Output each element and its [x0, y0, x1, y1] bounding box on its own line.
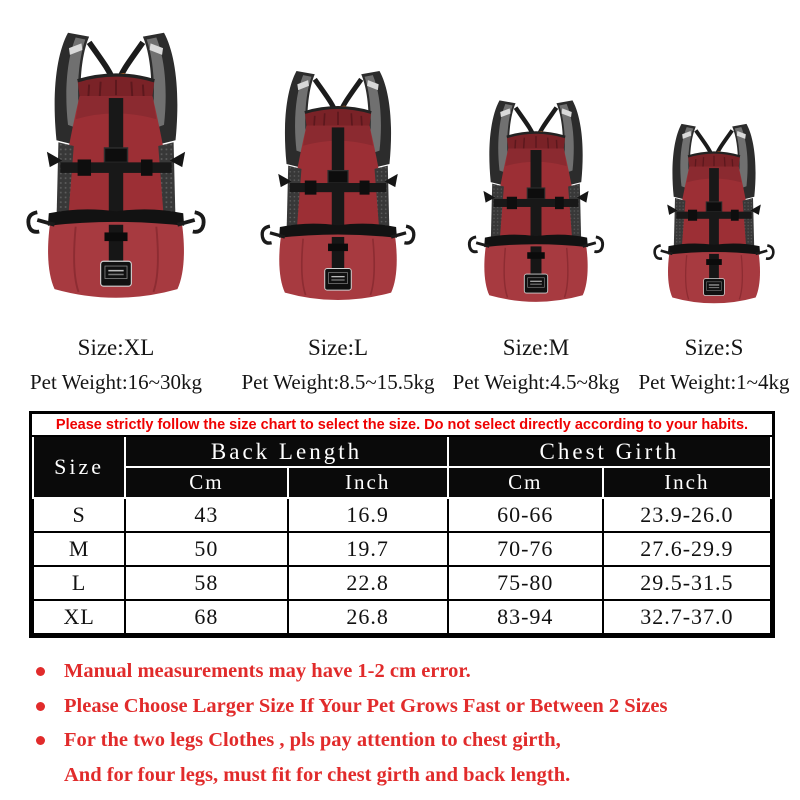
bullet-icon [36, 736, 45, 745]
bullet-icon [36, 667, 45, 676]
cell-back-inch: 26.8 [288, 600, 448, 634]
note-text: And for four legs, must fit for chest girth and back length. [64, 763, 571, 786]
size-table [32, 414, 772, 635]
size-table-container [29, 411, 775, 638]
product-size-lineup [0, 0, 800, 398]
weight-label-xl: Pet Weight:16~30kg [29, 369, 203, 394]
cell-chest-inch: 32.7-37.0 [603, 600, 771, 634]
table-header-row-2 [33, 467, 771, 498]
table-header-row-1 [33, 436, 771, 467]
cell-back-cm: 58 [125, 566, 287, 600]
product-l [232, 0, 444, 398]
note-line-3 [36, 730, 776, 752]
product-m [444, 0, 628, 398]
cell-chest-cm: 60-66 [448, 498, 603, 532]
notes-section [36, 661, 776, 799]
header-size: Size [33, 436, 125, 498]
cell-back-cm: 50 [125, 532, 287, 566]
backpack-xl-illustration [20, 27, 212, 315]
product-xl [0, 0, 232, 398]
warning-text: Please strictly follow the size chart to select the size. Do not select directly according to your habits. [33, 414, 771, 436]
cell-size: L [33, 566, 125, 600]
table-row-l [33, 566, 771, 600]
cell-back-cm: 68 [125, 600, 287, 634]
cell-back-inch: 16.9 [288, 498, 448, 532]
weight-label-s: Pet Weight:1~4kg [638, 369, 790, 394]
cell-back-inch: 19.7 [288, 532, 448, 566]
table-warning-row [33, 414, 771, 436]
cell-chest-inch: 27.6-29.9 [603, 532, 771, 566]
cell-size: M [33, 532, 125, 566]
table-row-m [33, 532, 771, 566]
note-line-1 [36, 661, 776, 683]
table-row-xl [33, 600, 771, 634]
note-line-4 [36, 765, 776, 787]
size-label-m: Size:M [502, 334, 570, 360]
size-label-l: Size:L [307, 334, 369, 360]
backpack-l-illustration [255, 66, 421, 315]
header-back-length: Back Length [125, 436, 448, 467]
cell-back-cm: 43 [125, 498, 287, 532]
cell-size: XL [33, 600, 125, 634]
header-chest-inch: Inch [603, 467, 771, 498]
weight-label-m: Pet Weight:4.5~8kg [452, 369, 620, 394]
cell-chest-cm: 70-76 [448, 532, 603, 566]
cell-chest-cm: 75-80 [448, 566, 603, 600]
bullet-icon [36, 702, 45, 711]
header-back-cm: Cm [125, 467, 287, 498]
weight-label-l: Pet Weight:8.5~15.5kg [241, 369, 435, 394]
table-row-s [33, 498, 771, 532]
backpack-s-illustration [649, 120, 779, 315]
backpack-m-illustration [463, 96, 609, 315]
cell-chest-cm: 83-94 [448, 600, 603, 634]
header-chest-girth: Chest Girth [448, 436, 771, 467]
product-s [628, 0, 800, 398]
note-text: Manual measurements may have 1-2 cm error. [64, 660, 471, 682]
size-label-s: Size:S [684, 334, 744, 360]
note-text: For the two legs Clothes , pls pay attention to chest girth, [64, 729, 561, 752]
cell-size: S [33, 498, 125, 532]
note-text: Please Choose Larger Size If Your Pet Grows Fast or Between 2 Sizes [64, 694, 668, 717]
note-line-2 [36, 696, 776, 718]
cell-chest-inch: 23.9-26.0 [603, 498, 771, 532]
header-back-inch: Inch [288, 467, 448, 498]
cell-back-inch: 22.8 [288, 566, 448, 600]
size-label-xl: Size:XL [77, 334, 155, 360]
cell-chest-inch: 29.5-31.5 [603, 566, 771, 600]
header-chest-cm: Cm [448, 467, 603, 498]
